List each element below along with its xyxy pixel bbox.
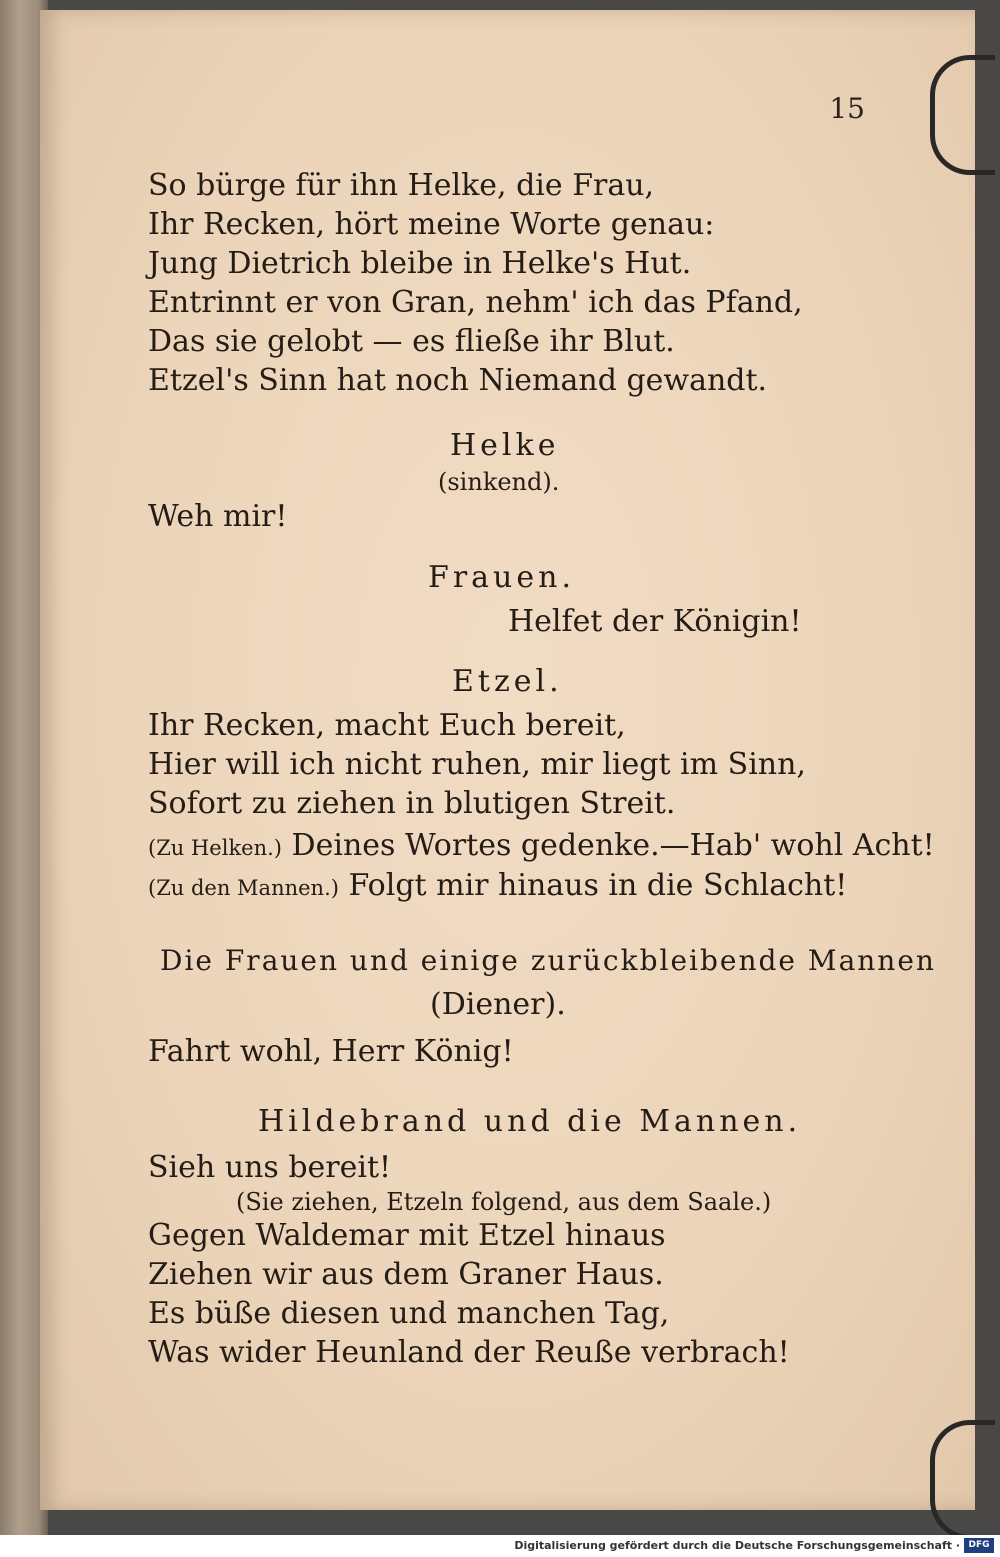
- stage-direction-zu-helken: (Zu Helken.): [148, 836, 282, 860]
- stage-direction-diener: (Diener).: [430, 987, 566, 1022]
- verse-line: Hier will ich nicht ruhen, mir liegt im Sinn,: [148, 747, 806, 782]
- stage-direction-sinkend: (sinkend).: [438, 468, 560, 496]
- speaker-helke: Helke: [450, 428, 560, 463]
- verse-line: Ihr Recken, macht Euch bereit,: [148, 708, 626, 743]
- verse-line: Entrinnt er von Gran, nehm' ich das Pfand,: [148, 285, 803, 320]
- verse-line: Das sie gelobt — es fließe ihr Blut.: [148, 324, 675, 359]
- speaker-etzel: Etzel.: [452, 664, 563, 699]
- dfg-logo: DFG: [964, 1538, 994, 1553]
- verse-line-fahrt-wohl: Fahrt wohl, Herr König!: [148, 1034, 514, 1069]
- verse-line: So bürge für ihn Helke, die Frau,: [148, 168, 655, 203]
- speaker-hildebrand: Hildebrand und die Mannen.: [258, 1104, 802, 1139]
- verse-line: Etzel's Sinn hat noch Niemand gewandt.: [148, 363, 768, 398]
- page-number: 15: [829, 92, 865, 125]
- verse-line: Ziehen wir aus dem Graner Haus.: [148, 1257, 664, 1292]
- verse-block-hildebrand: [148, 1216, 790, 1372]
- verse-line: Gegen Waldemar mit Etzel hinaus: [148, 1218, 666, 1253]
- verse-line-zu-den-mannen: [148, 866, 847, 908]
- verse-line: Sofort zu ziehen in blutigen Streit.: [148, 786, 676, 821]
- stage-direction-zu-den-mannen: (Zu den Mannen.): [148, 876, 339, 900]
- page-clip-top: [930, 55, 995, 175]
- verse-text: Deines Wortes gedenke.—Hab' wohl Acht!: [291, 828, 935, 863]
- verse-line-weh-mir: Weh mir!: [148, 499, 288, 534]
- verse-block-1: [148, 166, 803, 400]
- verse-line-helfet: Helfet der Königin!: [508, 604, 802, 639]
- verse-line: Was wider Heunland der Reuße verbrach!: [148, 1335, 790, 1370]
- speaker-frauen-mannen: Die Frauen und einige zurückbleibende Mannen: [160, 944, 936, 977]
- stage-direction-sie-ziehen: (Sie ziehen, Etzeln folgend, aus dem Saale.): [236, 1188, 772, 1216]
- verse-line-zu-helken: [148, 826, 935, 868]
- verse-line: Jung Dietrich bleibe in Helke's Hut.: [148, 246, 692, 281]
- verse-line: Ihr Recken, hört meine Worte genau:: [148, 207, 715, 242]
- verse-block-etzel: [148, 706, 806, 823]
- page-clip-bottom: [930, 1420, 995, 1540]
- speaker-frauen: Frauen.: [428, 560, 575, 595]
- footer-bar: [0, 1535, 1000, 1557]
- verse-line-sieh-uns: Sieh uns bereit!: [148, 1150, 392, 1185]
- verse-text: Folgt mir hinaus in die Schlacht!: [348, 868, 848, 903]
- verse-line: Es büße diesen und manchen Tag,: [148, 1296, 670, 1331]
- footer-credit: Digitalisierung gefördert durch die Deutsche Forschungsgemeinschaft ·: [514, 1539, 960, 1552]
